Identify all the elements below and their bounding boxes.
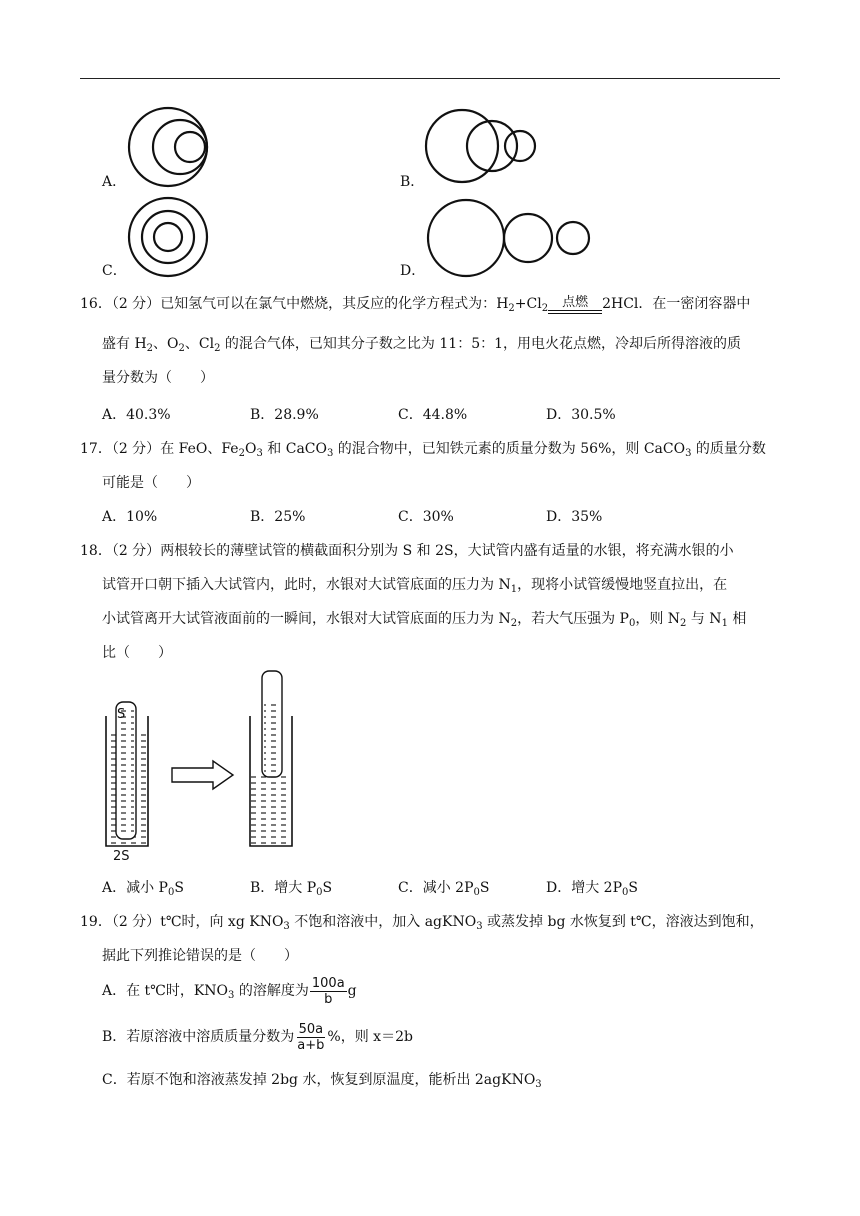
equation-text: H [496,296,509,312]
subscript: 2 [178,343,185,354]
subscript: 1 [510,584,518,595]
option-text: A．减小 P [102,880,168,896]
q19-option-b[interactable] [102,1020,413,1054]
subscript: 3 [228,990,235,1001]
subscript: 3 [256,448,263,459]
option-a[interactable]: A．40.3% [102,407,171,423]
small-tube-label: S [117,707,126,722]
question-text: 的混合气体，已知其分子数之比为 11：5：1，用电火花点燃，冷却后所得溶液的质 [220,336,742,352]
option-c-label: C． [102,263,127,279]
option-text: S [628,880,638,896]
question-text: 与 N [686,611,722,627]
question-text: 小试管离开大试管液面前的一瞬间，水银对大试管底面的压力为 N [102,611,511,627]
subscript: 0 [167,887,175,898]
option-c[interactable]: C．44.8% [398,407,468,423]
subscript: 3 [685,448,692,459]
question-text: 、O [153,336,179,352]
subscript: 2 [146,343,154,354]
question-18-options [102,877,694,897]
equation-product: 2HCl [602,296,639,312]
question-number: 19． [80,914,112,930]
option-d[interactable]: D．30.5% [546,407,616,423]
subscript: 2 [541,303,549,314]
q19-option-a[interactable] [102,974,357,1008]
question-text: ．在一密闭容器中 [638,296,751,312]
question-text: 比（ ） [102,645,172,661]
question-text: 在 FeO、Fe [160,441,239,457]
question-points: （2 分） [111,543,161,559]
question-text: ，现将小试管缓慢地竖直拉出，在 [517,577,728,593]
subscript: 2 [238,448,245,459]
question-text: ，则 N [635,611,681,627]
subscript: 2 [510,618,518,629]
option-text: A．在 t℃时，KNO [102,983,229,999]
question-points: （2 分） [111,296,161,312]
condition-label: 点燃 [562,295,589,310]
option-c[interactable]: C．30% [398,509,454,525]
subscript: 0 [628,618,636,629]
option-text: g [347,983,357,999]
option-text: B．若原溶液中溶质质量分数为 [102,1029,295,1045]
question-text: 相 [727,611,747,627]
question-text: 和 CaCO [262,441,327,457]
question-number: 16． [80,296,112,312]
subscript: 3 [283,921,290,932]
option-c[interactable] [398,877,546,897]
option-text: S [174,880,184,896]
option-text: S [479,880,490,896]
option-text: D．增大 2P [546,880,623,896]
question-text: 可能是（ ） [102,475,200,491]
fraction-denominator: b [324,991,333,1007]
option-d-label: D． [400,263,426,279]
option-b[interactable]: B．25% [250,509,306,525]
subscript: 2 [680,618,687,629]
option-text: B．增大 P [250,880,317,896]
question-text: ，若大气压强为 P [517,611,629,627]
question-text: 两根较长的薄壁试管的横截面积分别为 S 和 2S，大试管内盛有适量的水银，将充满水银的小 [160,543,734,559]
option-text: 的溶解度为 [234,983,309,999]
equation-text: +Cl [514,296,542,312]
fraction [310,976,347,1007]
option-b[interactable]: B．28.9% [250,407,319,423]
question-text: O [244,441,257,457]
question-text: 、Cl [184,336,215,352]
subscript: 3 [476,921,483,932]
question-text: 据此下列推论错误的是（ ） [102,948,298,964]
option-a-label: A． [102,174,127,190]
question-text: 的混合物中，已知铁元素的质量分数为 56%，则 CaCO [333,441,686,457]
big-tube-label: 2S [113,849,130,864]
q19-option-c[interactable] [102,1063,542,1097]
option-text: S [322,880,333,896]
option-d[interactable]: D．35% [546,509,603,525]
question-number: 17． [80,441,112,457]
question-text: t℃时，向 xg KNO [160,914,284,930]
fraction-numerator: 100a [311,975,345,991]
question-text: 的质量分数 [691,441,766,457]
question-text: 盛有 H [102,336,147,352]
question-text: 或蒸发掉 bg 水恢复到 t℃，溶液达到饱和， [482,914,764,930]
question-text: 已知氢气可以在氯气中燃烧，其反应的化学方程式为： [160,296,497,312]
question-points: （2 分） [111,914,161,930]
question-text: 不饱和溶液中，加入 agKNO [289,914,477,930]
option-a[interactable] [102,877,250,897]
fraction-numerator: 50a [298,1021,324,1037]
option-b-label: B． [400,174,425,190]
question-points: （2 分） [111,441,161,457]
question-19 [80,905,780,973]
subscript: 2 [214,343,221,354]
subscript: 3 [326,448,334,459]
subscript: 1 [721,618,728,629]
subscript: 2 [508,303,515,314]
question-number: 18． [80,543,112,559]
subscript: 3 [535,1079,542,1090]
option-d[interactable] [546,877,694,897]
question-text: 量分数为（ ） [102,370,214,386]
option-text: C．减小 2P [398,880,474,896]
fraction [295,1022,326,1053]
option-text: C．若原不饱和溶液蒸发掉 2bg 水，恢复到原温度，能析出 2agKNO [102,1072,536,1088]
subscript: 0 [473,887,480,898]
subscript: 0 [316,887,323,898]
option-a[interactable]: A．10% [102,509,158,525]
option-b[interactable] [250,877,398,897]
fraction-denominator: a+b [297,1037,325,1053]
question-text: 试管开口朝下插入大试管内，此时，水银对大试管底面的压力为 N [102,577,511,593]
subscript: 0 [622,887,629,898]
option-text: %，则 x＝2b [327,1029,413,1045]
